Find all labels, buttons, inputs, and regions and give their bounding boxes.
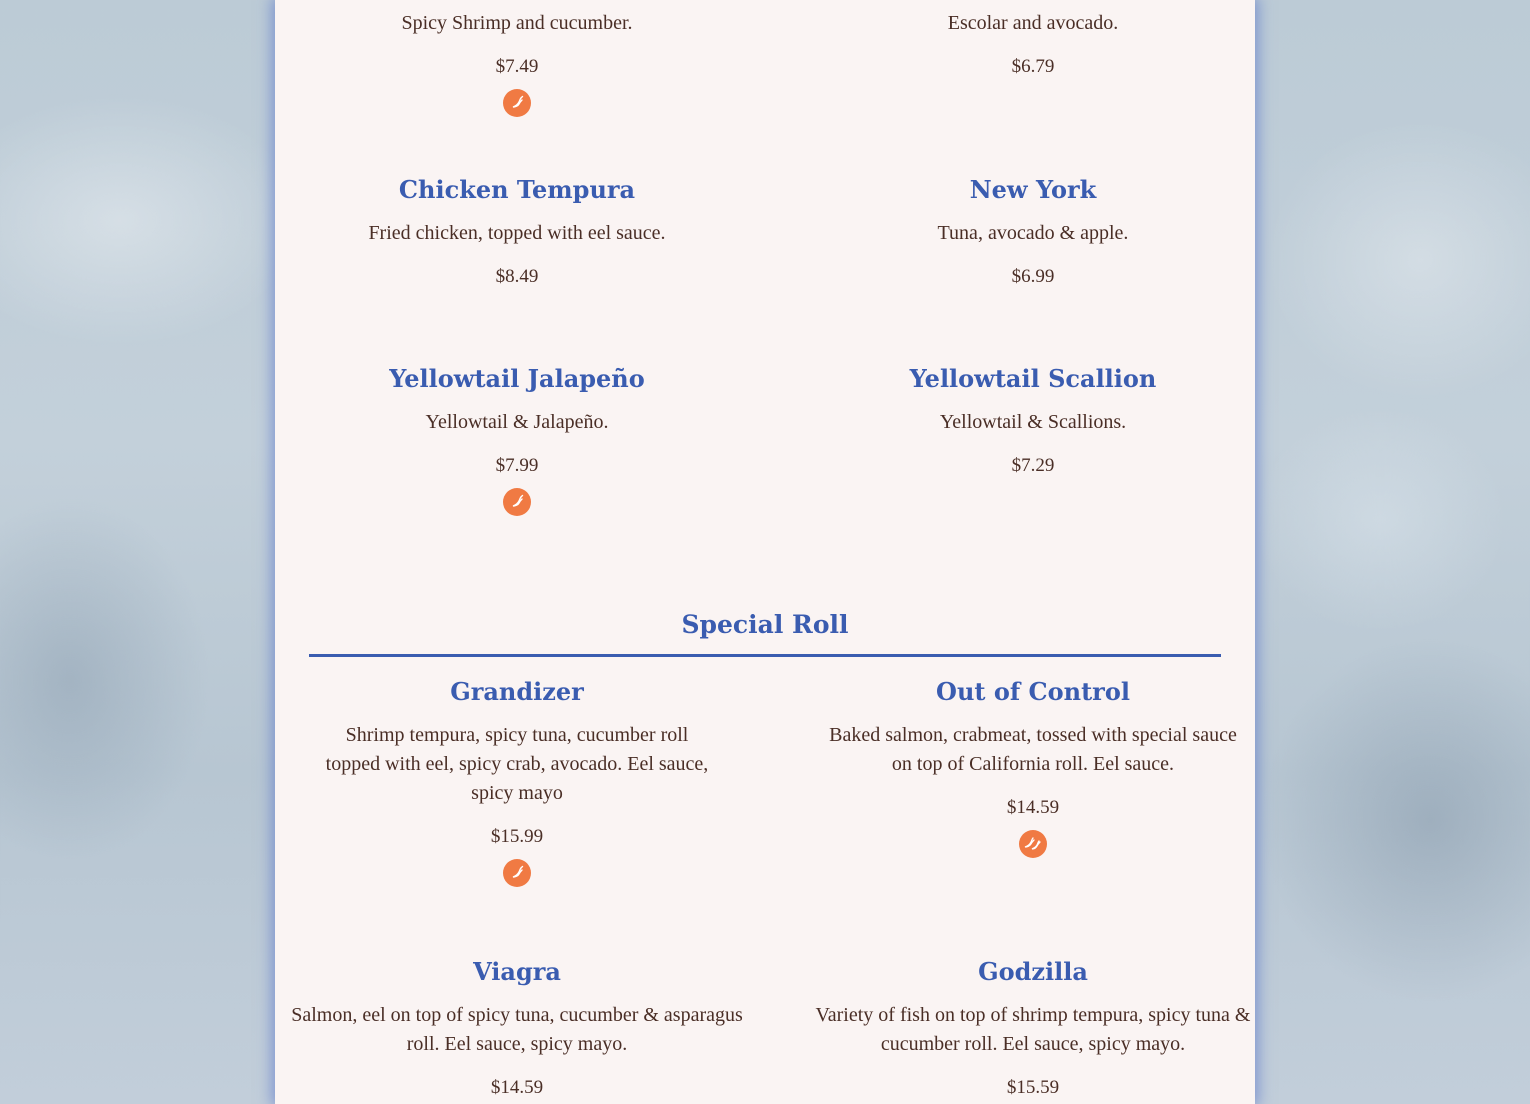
item-description: Salmon, eel on top of spicy tuna, cucumber & asparagus roll. Eel sauce, spicy mayo. xyxy=(291,1004,743,1055)
item-price: $8.49 xyxy=(495,266,539,287)
item-price: $14.59 xyxy=(490,1077,544,1098)
menu-item xyxy=(297,677,737,887)
item-description: Spicy Shrimp and cucumber. xyxy=(401,12,633,34)
menu-item xyxy=(813,175,1253,299)
section-divider xyxy=(309,654,1221,657)
item-name: Chicken Tempura xyxy=(398,175,636,204)
chili-pepper-icon xyxy=(503,488,531,516)
menu-item xyxy=(291,957,743,1104)
item-price: $7.99 xyxy=(495,455,539,476)
item-description: Yellowtail & Jalapeño. xyxy=(425,411,609,433)
item-description: Shrimp tempura, spicy tuna, cucumber roll topped with eel, spicy crab, avocado. Eel sauce, spicy mayo xyxy=(325,724,709,804)
item-price: $7.29 xyxy=(1011,455,1055,476)
chili-pepper-icon xyxy=(503,89,531,117)
menu-item xyxy=(813,0,1253,89)
item-description: Fried chicken, topped with eel sauce. xyxy=(368,222,666,244)
item-name: Godzilla xyxy=(978,957,1088,986)
chili-pepper-icon xyxy=(503,859,531,887)
item-description: Yellowtail & Scallions. xyxy=(939,411,1127,433)
item-price: $7.49 xyxy=(495,56,539,77)
item-name: Grandizer xyxy=(450,677,584,706)
item-description: Variety of fish on top of shrimp tempura, spicy tuna & cucumber roll. Eel sauce, spicy mayo. xyxy=(815,1004,1251,1055)
item-price: $6.79 xyxy=(1011,56,1055,77)
item-name: Viagra xyxy=(473,957,561,986)
section-title: Special Roll xyxy=(681,610,849,639)
item-price: $14.59 xyxy=(1006,797,1060,818)
item-name: Yellowtail Scallion xyxy=(909,364,1157,393)
menu-panel xyxy=(275,0,1255,1104)
item-name: Yellowtail Jalapeño xyxy=(389,364,645,393)
item-name: New York xyxy=(969,175,1097,204)
item-price: $6.99 xyxy=(1011,266,1055,287)
menu-item xyxy=(297,364,737,516)
item-name: Out of Control xyxy=(936,677,1130,706)
menu-item xyxy=(297,0,737,117)
menu-item xyxy=(813,677,1253,858)
double-chili-pepper-icon xyxy=(1019,830,1047,858)
menu-item xyxy=(813,957,1253,1104)
item-description: Escolar and avocado. xyxy=(947,12,1119,34)
item-price: $15.99 xyxy=(490,826,544,847)
item-description: Tuna, avocado & apple. xyxy=(937,222,1129,244)
menu-item xyxy=(813,364,1253,488)
item-price: $15.59 xyxy=(1006,1077,1060,1098)
menu-item xyxy=(297,175,737,299)
item-description: Baked salmon, crabmeat, tossed with special sauce on top of California roll. Eel sauce. xyxy=(829,724,1237,775)
